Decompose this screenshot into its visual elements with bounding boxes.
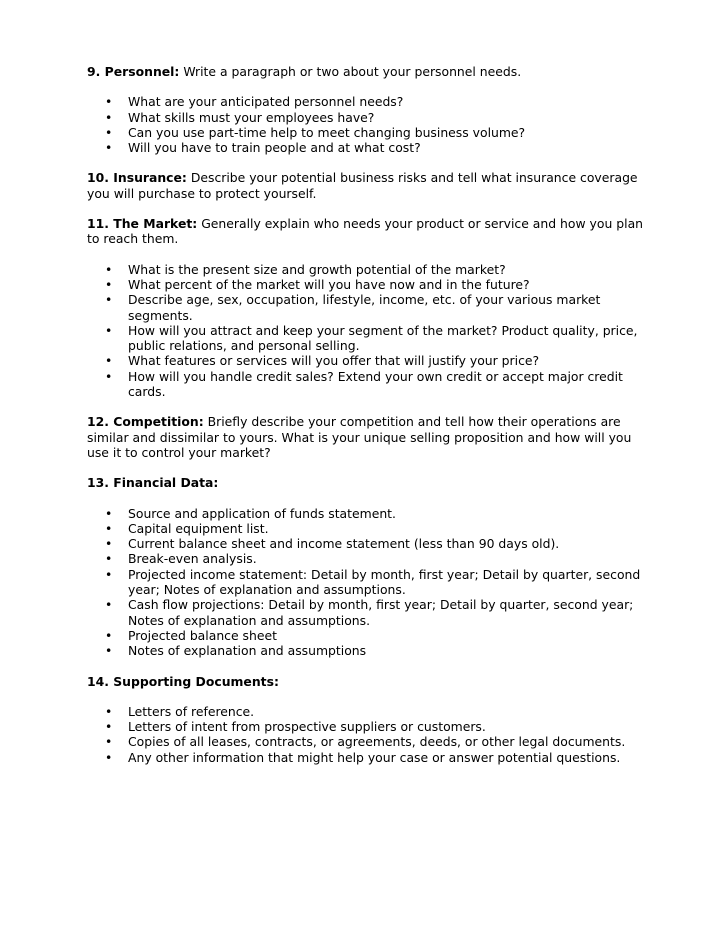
bullet-icon: • (105, 551, 113, 567)
list-item: • What are your anticipated personnel needs? (105, 94, 404, 110)
list-item: • What percent of the market will you have now and in the future? (105, 276, 530, 292)
list-item: • How will you attract and keep your segment of the market? Product quality, price, public relations, and personal selling. (105, 322, 638, 354)
list-item: • Any other information that might help your case or answer potential questions. (105, 749, 621, 765)
section-text: Write a paragraph or two about your personnel needs. (179, 64, 522, 79)
bullet-icon: • (105, 566, 113, 582)
bullet-icon: • (105, 627, 113, 643)
bullet-icon: • (105, 520, 113, 536)
list-item: • Source and application of funds statement. (105, 505, 396, 521)
bullet-icon: • (105, 353, 113, 369)
bullet-icon: • (105, 261, 113, 277)
bullet-icon: • (105, 94, 113, 110)
list-item: • What features or services will you offer that will justify your price? (105, 353, 540, 369)
section-supporting-documents (87, 674, 647, 689)
bullet-icon: • (105, 734, 113, 750)
bullet-icon: • (105, 536, 113, 552)
list-item: • Letters of intent from prospective suppliers or customers. (105, 719, 486, 735)
bullet-icon: • (105, 368, 113, 384)
document-page (87, 64, 647, 780)
section-paragraph (87, 674, 647, 689)
list-item: • Letters of reference. (105, 703, 255, 719)
list-item: • How will you handle credit sales? Extend your own credit or accept major credit cards. (105, 368, 623, 400)
section-heading: 12. Competition: (87, 414, 204, 430)
market-bullet-list (87, 262, 647, 400)
bullet-icon: • (105, 276, 113, 292)
bullet-icon: • (105, 505, 113, 521)
bullet-icon: • (105, 703, 113, 719)
bullet-icon: • (105, 719, 113, 735)
section-text: Briefly describe your competition and tell how their operations are similar and dissimilar to yours. What is your unique selling proposition and how will you use it to control your market? (87, 414, 632, 460)
list-item: • Projected balance sheet (105, 627, 277, 643)
personnel-bullet-list (87, 94, 647, 155)
financial-bullet-list (87, 506, 647, 659)
section-market (87, 216, 647, 247)
list-item: • Projected income statement: Detail by month, first year; Detail by quarter, second year; Notes of explanation and assumptions. (105, 566, 641, 598)
section-text: Generally explain who needs your product or service and how you plan to reach them. (87, 216, 644, 247)
list-item: • Break-even analysis. (105, 551, 257, 567)
bullet-icon: • (105, 322, 113, 338)
section-text: Describe your potential business risks and tell what insurance coverage you will purchase to protect yourself. (87, 170, 638, 201)
bullet-icon: • (105, 124, 113, 140)
section-financial-data (87, 475, 647, 490)
list-item: • Will you have to train people and at what cost? (105, 140, 421, 156)
section-heading: 9. Personnel: (87, 64, 180, 79)
section-paragraph (87, 414, 647, 460)
list-item: • What skills must your employees have? (105, 109, 375, 125)
section-paragraph (87, 216, 647, 247)
list-item: • Notes of explanation and assumptions (105, 643, 367, 659)
list-item: • Capital equipment list. (105, 520, 269, 536)
bullet-icon: • (105, 109, 113, 125)
bullet-icon: • (105, 292, 113, 308)
section-insurance (87, 170, 647, 201)
section-paragraph (87, 64, 647, 79)
section-paragraph (87, 475, 647, 490)
bullet-icon: • (105, 749, 113, 765)
section-competition (87, 414, 647, 460)
section-heading: 10. Insurance: (87, 170, 187, 186)
list-item: • What is the present size and growth potential of the market? (105, 261, 506, 277)
list-item: • Copies of all leases, contracts, or agreements, deeds, or other legal documents. (105, 734, 626, 750)
section-heading: 13. Financial Data: (87, 475, 219, 491)
section-heading: 11. The Market: (87, 216, 198, 232)
section-heading: 14. Supporting Documents: (87, 673, 279, 689)
section-personnel (87, 64, 647, 79)
bullet-icon: • (105, 643, 113, 659)
list-item: • Current balance sheet and income statement (less than 90 days old). (105, 536, 560, 552)
bullet-icon: • (105, 597, 113, 613)
supporting-bullet-list (87, 704, 647, 765)
list-item: • Can you use part-time help to meet changing business volume? (105, 124, 526, 140)
bullet-icon: • (105, 140, 113, 156)
list-item: • Describe age, sex, occupation, lifestyle, income, etc. of your various market segments. (105, 292, 601, 323)
section-paragraph (87, 170, 647, 201)
list-item: • Cash flow projections: Detail by month, first year; Detail by quarter, second year; Notes of explanation and assumptions. (105, 597, 634, 628)
